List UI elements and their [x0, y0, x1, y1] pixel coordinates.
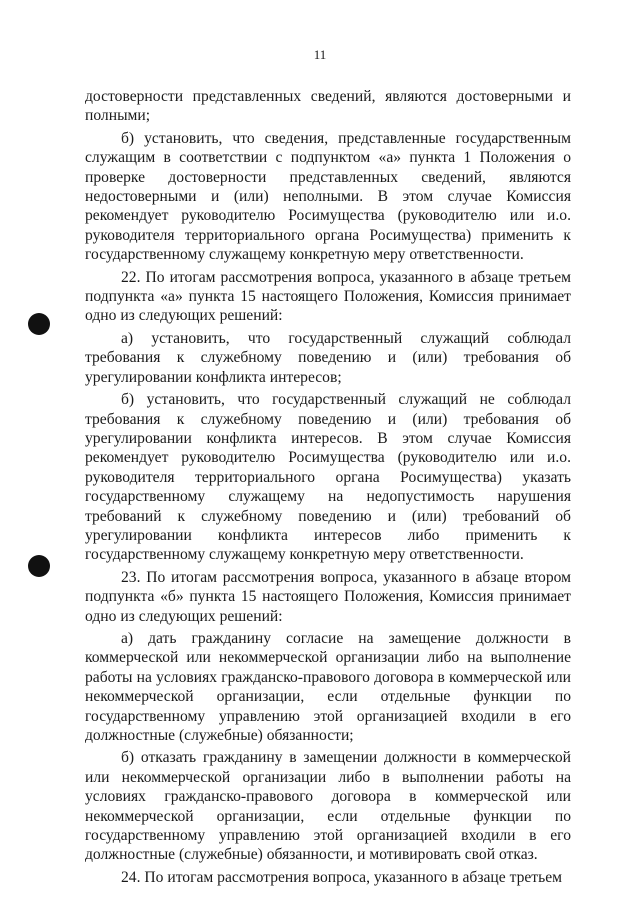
document-body	[85, 87, 571, 890]
paragraph-23a: а) дать гражданину согласие на замещение должности в коммерческой или некоммерческой организации либо на выполнение работы на условиях гражданско-правового договора в коммерческой или некоммерческой организации, если отдельные функции по государственному управлению этой организацией входили в его должностные (служебные) обязанности;	[85, 629, 571, 744]
paragraph-23b: б) отказать гражданину в замещении должности в коммерческой или некоммерческой организации либо в выполнении работы на условиях гражданско-правового договора в коммерческой или некоммерческой организации, если отдельные функции по государственному управлению этой организацией входили в его должностные (служебные) обязанности, и мотивировать свой отказ.	[85, 749, 571, 864]
punch-hole-lower	[28, 555, 50, 577]
paragraph-22: 22. По итогам рассмотрения вопроса, указанного в абзаце третьем подпункта «а» пункта 15 настоящего Положения, Комиссия принимает одно из следующих решений:	[85, 268, 571, 325]
paragraph-22a: а) установить, что государственный служащий соблюдал требования к служебному поведению и (или) требования об урегулировании конфликта интересов;	[85, 329, 571, 386]
punch-hole-upper	[28, 313, 50, 335]
paragraph-21b: б) установить, что сведения, представленные государственным служащим в соответствии с подпунктом «а» пункта 1 Положения о проверке достоверности представленных сведений, являются недостоверными и (или) неполными. В этом случае Комиссия рекомендует руководителю Росимущества (руководителю или и.о. руководителя территориального органа Росимущества) применить к государственному служащему конкретную меру ответственности.	[85, 129, 571, 264]
paragraph-22b: б) установить, что государственный служащий не соблюдал требования к служебному поведению и (или) требования об урегулировании конфликта интересов. В этом случае Комиссия рекомендует руководителю Росимущества (руководителю или и.о. руководителя территориального органа Росимущества) указать государственному служащему на недопустимость нарушения требований к служебному поведению и (или) требований об урегулировании конфликта интересов либо применить к государственному служащему конкретную меру ответственности.	[85, 391, 571, 564]
page-number: 11	[313, 47, 327, 62]
paragraph-24: 24. По итогам рассмотрения вопроса, указанного в абзаце третьем	[121, 868, 563, 886]
paragraph-23: 23. По итогам рассмотрения вопроса, указанного в абзаце втором подпункта «б» пункта 15 настоящего Положения, Комиссия принимает одно из следующих решений:	[85, 568, 571, 625]
paragraph-continuation: достоверности представленных сведений, являются достоверными и полными;	[85, 88, 571, 125]
